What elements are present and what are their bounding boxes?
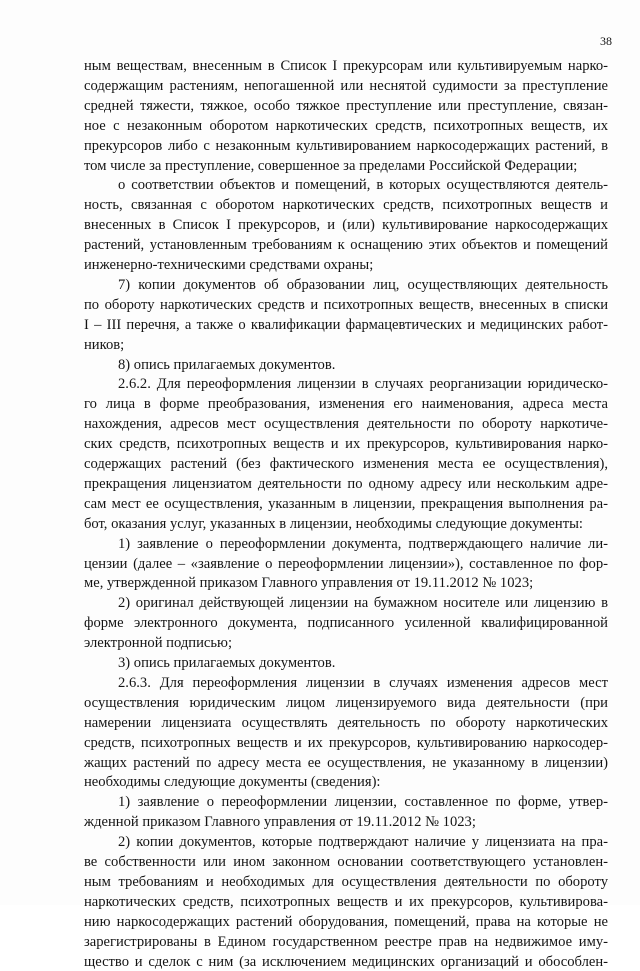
text-line: жащих растений по адресу места ее осуществления, не указанному в лицензии) [84, 754, 608, 771]
text-line: наркотических средств, психотропных веществ и их прекурсоров, культивирова- [84, 893, 608, 910]
text-line: нию наркосодержащих растений оборудования, помещений, права на которые не [84, 913, 608, 930]
text-line: 2.6.2. Для переоформления лицензии в случаях реорганизации юридическо- [118, 376, 608, 393]
text-line: ве собственности или ином законном основании соответствующего установлен- [84, 854, 608, 870]
text-line: содержащим растениям, непогашенной или неснятой судимости за преступление [84, 77, 608, 94]
text-line: 2) копии документов, которые подтверждают наличие у лицензиата на пра- [118, 834, 608, 851]
text-line: намерении лицензиата осуществлять деятельность по обороту наркотических [84, 714, 608, 731]
page-number: 38 [600, 34, 612, 48]
text-line: бот, оказания услуг, указанных в лицензии, необходимы следующие документы: [84, 515, 583, 532]
text-line: ным веществам, внесенным в Список I прекурсорам или культивируемым нарко- [84, 58, 608, 74]
text-line: ников; [84, 336, 125, 353]
text-line: электронной подписью; [84, 635, 233, 652]
text-line: ме, утвержденной приказом Главного управления от 19.11.2012 № 1023; [84, 575, 534, 592]
text-line: нахождения, адресов мест осуществления деятельности по обороту наркотиче- [84, 416, 608, 433]
text-line: по обороту наркотических средств и психотропных веществ, внесенных в списки [84, 296, 608, 313]
text-line: том числе за преступление, совершенное за пределами Российской Федерации; [84, 157, 578, 174]
text-line: осуществления юридическим лицом лицензируемого вида деятельности (при [84, 694, 608, 711]
text-line: растений, установленным требованиям к оснащению этих объектов и помещений [84, 237, 608, 254]
text-line: 2) оригинал действующей лицензии на бумажном носителе или лицензию в [118, 595, 608, 612]
text-line: 7) копии документов об образовании лиц, осуществляющих деятельность [118, 276, 608, 293]
text-line: сам мест ее осуществления, указанным в лицензии, прекращения выполнения ра- [84, 495, 608, 512]
text-line: форме электронного документа, подписанного усиленной квалифицированной [84, 615, 608, 632]
text-line: ным требованиям и необходимых для осуществления деятельности по обороту [84, 873, 608, 890]
text-line: жденной приказом Главного управления от 19.11.2012 № 1023; [84, 814, 476, 831]
text-line: го лица в форме преобразования, изменения его наименования, адреса места [84, 396, 608, 413]
text-line: прекурсоров либо с незаконным культивированием наркосодержащих растений, в [84, 137, 608, 154]
text-line: 8) опись прилагаемых документов. [118, 356, 336, 373]
text-line: средней тяжести, тяжкое, особо тяжкое преступление или преступление, связан- [84, 97, 608, 114]
text-line: необходимы следующие документы (сведения): [84, 774, 381, 791]
text-line: содержащих растений (без фактического изменения места ее осуществления), [84, 456, 608, 472]
text-line: щество и сделок с ним (за исключением медицинских организаций и обособлен- [84, 953, 608, 970]
text-line: зарегистрированы в Едином государственном реестре прав на недвижимое иму- [84, 933, 608, 950]
text-line: внесенных в Список I прекурсоров, и (или) культивирование наркосодержащих [84, 217, 608, 234]
text-line: 2.6.3. Для переоформления лицензии в случаях изменения адресов мест [118, 674, 608, 691]
text-line: ность, связанная с оборотом наркотических средств, психотропных веществ и [84, 197, 608, 214]
text-line: цензии (далее – «заявление о переоформлении лицензии»), составленное по фор- [84, 555, 608, 572]
text-line: прекращения лицензиатом деятельности по одному адресу или нескольким адре- [84, 475, 608, 492]
text-line: 1) заявление о переоформлении документа, подтверждающего наличие ли- [118, 535, 608, 552]
text-line: 1) заявление о переоформлении лицензии, составленное по форме, утвер- [118, 794, 608, 811]
text-line: 3) опись прилагаемых документов. [118, 655, 336, 671]
text-line: средств, психотропных веществ и их прекурсоров, культивированию наркосодер- [84, 734, 608, 751]
text-line: ное с незаконным оборотом наркотических средств, психотропных веществ, их [84, 117, 608, 134]
text-line: I – III перечня, а также о квалификации фармацевтических и медицинских работ- [84, 316, 608, 333]
text-line: о соответствии объектов и помещений, в которых осуществляются деятель- [118, 177, 608, 194]
text-line: ских средств, психотропных веществ и их прекурсоров, культивирования нарко- [84, 436, 608, 453]
text-line: инженерно-техническими средствами охраны; [84, 257, 374, 273]
